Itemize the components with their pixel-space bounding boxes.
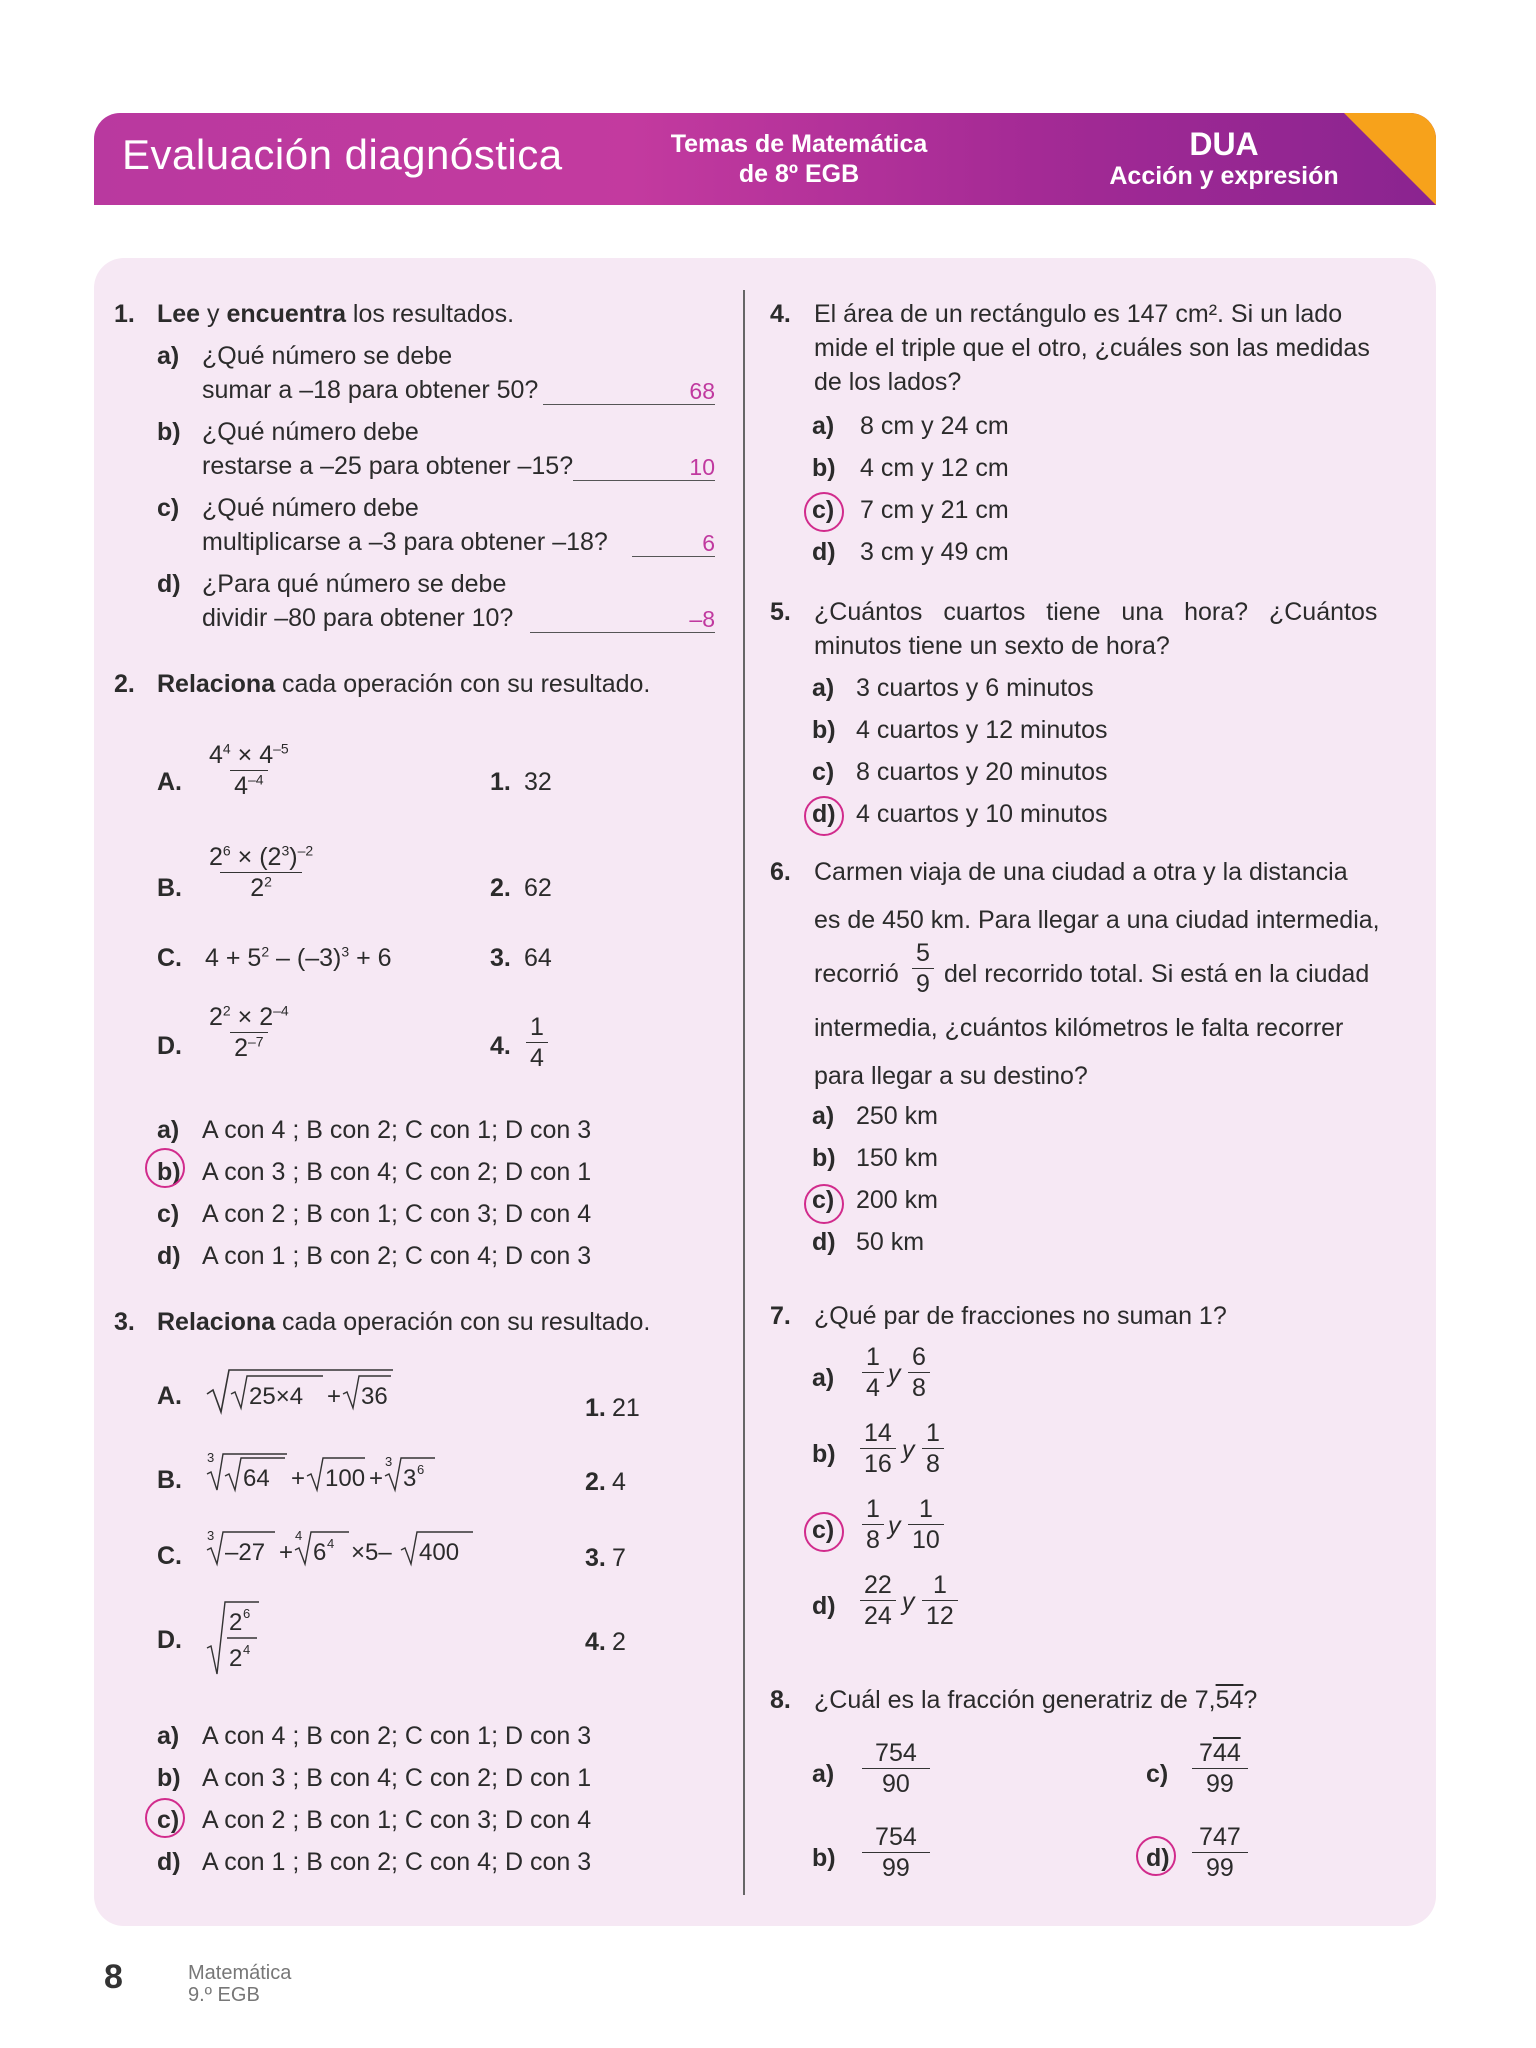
- q6-line3-end: del recorrido total. Si está en la ciudad: [944, 960, 1370, 988]
- q6-option-label[interactable]: c): [812, 1186, 835, 1214]
- q3-option-label[interactable]: b): [157, 1764, 181, 1792]
- q3-A-expression: [205, 1366, 395, 1416]
- svg-text:+: +: [291, 1465, 306, 1492]
- q3-D-label: D.: [157, 1626, 182, 1654]
- q7-fraction-1: $\frac{14}{16}$: [860, 1418, 896, 1479]
- q6-selected-circle: [804, 1184, 844, 1224]
- q2-r4-fraction: $\frac{1}{4}$: [526, 1012, 548, 1073]
- q6-option-text[interactable]: 150 km: [856, 1144, 938, 1172]
- page-number: 8: [104, 1958, 123, 1996]
- q7-fraction-1: $\frac{22}{24}$: [860, 1570, 896, 1631]
- q3-r1-value: 21: [612, 1394, 640, 1422]
- q7-fraction-1: $\frac{1}{4}$: [862, 1342, 884, 1403]
- q8-c-label: c): [1146, 1760, 1169, 1788]
- svg-text:+: +: [279, 1539, 294, 1566]
- q7-selected-circle: [804, 1512, 844, 1552]
- q8-b-fraction: $\frac{754}{99}$: [862, 1822, 930, 1883]
- q1-d-line1: ¿Para qué número se debe: [202, 570, 507, 598]
- q2-A-label: A.: [157, 768, 182, 796]
- q2-B-label: B.: [157, 874, 182, 902]
- q8-a-fraction: $\frac{754}{90}$: [862, 1738, 930, 1799]
- q3-C-expression: [205, 1522, 485, 1570]
- q8-a-label: a): [812, 1760, 835, 1788]
- q6-option-text[interactable]: 250 km: [856, 1102, 938, 1130]
- svg-text:+: +: [327, 1383, 342, 1410]
- svg-text:4: 4: [243, 1642, 251, 1657]
- q1-d-label: d): [157, 570, 181, 598]
- q7-option-label[interactable]: a): [812, 1364, 835, 1392]
- q5-option-text[interactable]: 3 cuartos y 6 minutos: [856, 674, 1094, 702]
- q5-option-label[interactable]: a): [812, 674, 835, 702]
- q6-fraction: $\frac{5}{9}$: [912, 938, 934, 999]
- q4-option-text[interactable]: 3 cm y 49 cm: [860, 538, 1009, 566]
- q3-number: 3.: [114, 1308, 135, 1336]
- q2-C-label: C.: [157, 944, 182, 972]
- svg-text:6: 6: [243, 1606, 251, 1621]
- q1-a-answer: 68: [543, 378, 715, 405]
- q5-option-text[interactable]: 4 cuartos y 12 minutos: [856, 716, 1108, 744]
- q1-b-line1: ¿Qué número debe: [202, 418, 419, 446]
- q3-option-text[interactable]: A con 2 ; B con 1; C con 3; D con 4: [202, 1806, 592, 1834]
- q7-number: 7.: [770, 1302, 791, 1330]
- q7-text: ¿Qué par de fracciones no suman 1?: [814, 1302, 1227, 1330]
- q6-option-text[interactable]: 50 km: [856, 1228, 925, 1256]
- q2-option-label[interactable]: d): [157, 1242, 181, 1270]
- q7-fraction-2: $\frac{1}{12}$: [922, 1570, 958, 1631]
- q8-d-fraction: $\frac{747}{99}$: [1192, 1822, 1248, 1883]
- q4-selected-circle: [804, 492, 844, 532]
- q1-a-line1: ¿Qué número se debe: [202, 342, 453, 370]
- q2-option-text[interactable]: A con 3 ; B con 4; C con 2; D con 1: [202, 1158, 592, 1186]
- page-title: Evaluación diagnóstica: [122, 131, 563, 178]
- svg-text:4: 4: [295, 1528, 303, 1543]
- q4-option-label[interactable]: c): [812, 496, 835, 524]
- q2-option-text[interactable]: A con 1 ; B con 2; C con 4; D con 3: [202, 1242, 592, 1270]
- q7-option-label[interactable]: d): [812, 1592, 836, 1620]
- q3-option-label[interactable]: c): [157, 1806, 180, 1834]
- q2-r1-value: 32: [524, 768, 552, 796]
- q4-option-label[interactable]: a): [812, 412, 835, 440]
- q1-prompt: Lee y encuentra los resultados.: [157, 300, 515, 328]
- q4-line2: mide el triple que el otro, ¿cuáles son las medidas: [814, 334, 1370, 362]
- q3-r4-label: 4.: [585, 1628, 606, 1656]
- q5-option-label[interactable]: b): [812, 716, 836, 744]
- footer-subject-name: Matemática: [188, 1962, 292, 1984]
- q5-selected-circle: [804, 796, 844, 836]
- svg-text:64: 64: [243, 1465, 270, 1492]
- q1-d-line2: dividir –80 para obtener 10?: [202, 604, 514, 632]
- q2-option-text[interactable]: A con 4 ; B con 2; C con 1; D con 3: [202, 1116, 592, 1144]
- q3-r2-value: 4: [612, 1468, 626, 1496]
- q2-A-expression: $\frac{4^4 \times 4^{-5}}{4^{-4}}$: [209, 740, 289, 800]
- q5-option-text[interactable]: 4 cuartos y 10 minutos: [856, 800, 1108, 828]
- q5-option-label[interactable]: d): [812, 800, 836, 828]
- q7-conjunction: y: [888, 1512, 901, 1540]
- svg-text:6: 6: [313, 1539, 327, 1566]
- q3-r4-value: 2: [612, 1628, 626, 1656]
- q6-line2: es de 450 km. Para llegar a una ciudad intermedia,: [814, 906, 1380, 934]
- q3-B-label: B.: [157, 1466, 182, 1494]
- q4-line3: de los lados?: [814, 368, 962, 396]
- q2-D-expression: $\frac{2^2 \times 2^{-4}}{2^{-7}}$: [209, 1002, 289, 1062]
- q7-fraction-2: $\frac{1}{8}$: [922, 1418, 944, 1479]
- q4-number: 4.: [770, 300, 791, 328]
- q7-option-label[interactable]: b): [812, 1440, 836, 1468]
- q3-prompt: Relaciona cada operación con su resultado.: [157, 1308, 651, 1336]
- q2-number: 2.: [114, 670, 135, 698]
- topics-line2: de 8º EGB: [738, 160, 860, 188]
- q2-r2-value: 62: [524, 874, 552, 902]
- q2-option-label[interactable]: c): [157, 1200, 180, 1228]
- q2-r2-label: 2.: [490, 874, 511, 902]
- svg-text:+: +: [369, 1465, 384, 1492]
- q2-B-expression: $\frac{2^6 \times (2^3)^{-2}}{2^2}$: [209, 842, 314, 902]
- header-banner: [94, 113, 1436, 205]
- q7-fraction-2: $\frac{6}{8}$: [908, 1342, 930, 1403]
- q3-A-label: A.: [157, 1382, 182, 1410]
- q2-r4-label: 4.: [490, 1032, 511, 1060]
- svg-text:36: 36: [361, 1383, 388, 1410]
- svg-text:100: 100: [325, 1465, 366, 1492]
- q3-r3-value: 7: [612, 1544, 626, 1572]
- column-divider: [743, 290, 745, 1895]
- dua-title: DUA: [1189, 126, 1259, 162]
- q6-line4: intermedia, ¿cuántos kilómetros le falta recorrer: [814, 1014, 1344, 1042]
- q6-number: 6.: [770, 858, 791, 886]
- q3-option-text[interactable]: A con 3 ; B con 4; C con 2; D con 1: [202, 1764, 592, 1792]
- q3-option-label[interactable]: d): [157, 1848, 181, 1876]
- topics-label: [654, 129, 944, 189]
- q7-option-label[interactable]: c): [812, 1516, 835, 1544]
- q1-c-answer: 6: [632, 530, 715, 557]
- q7-fraction-1: $\frac{1}{8}$: [862, 1494, 884, 1555]
- q5-line2: minutos tiene un sexto de hora?: [814, 632, 1170, 660]
- q6-line5: para llegar a su destino?: [814, 1062, 1088, 1090]
- svg-text:3: 3: [207, 1450, 215, 1465]
- q3-r2-label: 2.: [585, 1468, 606, 1496]
- q4-option-label[interactable]: b): [812, 454, 836, 482]
- q2-option-label[interactable]: a): [157, 1116, 180, 1144]
- q7-conjunction: y: [902, 1588, 915, 1616]
- q5-number: 5.: [770, 598, 791, 626]
- q3-option-text[interactable]: A con 1 ; B con 2; C con 4; D con 3: [202, 1848, 592, 1876]
- q5-line1: ¿Cuántos cuartos tiene una hora? ¿Cuántos: [814, 598, 1378, 626]
- svg-text:3: 3: [207, 1528, 215, 1543]
- q2-D-label: D.: [157, 1032, 182, 1060]
- svg-text:–27: –27: [225, 1539, 266, 1566]
- q7-fraction-2: $\frac{1}{10}$: [908, 1494, 944, 1555]
- svg-text:2: 2: [229, 1645, 243, 1672]
- q4-option-text[interactable]: 4 cm y 12 cm: [860, 454, 1009, 482]
- svg-text:400: 400: [419, 1539, 460, 1566]
- q3-D-expression: [205, 1598, 275, 1678]
- svg-text:×5–: ×5–: [351, 1539, 392, 1566]
- svg-text:4: 4: [327, 1536, 335, 1551]
- q6-option-label[interactable]: d): [812, 1228, 836, 1256]
- q2-r1-label: 1.: [490, 768, 511, 796]
- q4-option-text[interactable]: 7 cm y 21 cm: [860, 496, 1009, 524]
- q3-option-text[interactable]: A con 4 ; B con 2; C con 1; D con 3: [202, 1722, 592, 1750]
- q1-b-line2: restarse a –25 para obtener –15?: [202, 452, 574, 480]
- svg-text:3: 3: [385, 1454, 393, 1469]
- q8-selected-circle: [1136, 1836, 1176, 1876]
- q6-line3-start: recorrió: [814, 960, 899, 988]
- q3-selected-circle: [145, 1798, 185, 1838]
- q8-c-fraction: $\frac{744}{99}$: [1192, 1738, 1248, 1799]
- q6-option-label[interactable]: b): [812, 1144, 836, 1172]
- svg-text:25×4: 25×4: [249, 1383, 304, 1410]
- q7-conjunction: y: [902, 1436, 915, 1464]
- q3-r1-label: 1.: [585, 1394, 606, 1422]
- footer-subject: [188, 1962, 291, 2006]
- q2-C-expression: $4 + 5^2 - (-3)^3 + 6$: [205, 943, 392, 972]
- q1-a-label: a): [157, 342, 180, 370]
- q8-d-label: d): [1146, 1844, 1170, 1872]
- q3-B-expression: [205, 1448, 445, 1496]
- q1-b-label: b): [157, 418, 181, 446]
- q5-option-text[interactable]: 8 cuartos y 20 minutos: [856, 758, 1108, 786]
- dua-label: [1094, 127, 1354, 191]
- q6-option-text[interactable]: 200 km: [856, 1186, 938, 1214]
- q3-r3-label: 3.: [585, 1544, 606, 1572]
- q2-r3-label: 3.: [490, 944, 511, 972]
- svg-text:3: 3: [403, 1465, 417, 1492]
- q1-a-line2: sumar a –18 para obtener 50?: [202, 376, 539, 404]
- q2-r3-value: 64: [524, 944, 552, 972]
- q2-option-label[interactable]: b): [157, 1158, 181, 1186]
- q1-c-label: c): [157, 494, 180, 522]
- q6-option-label[interactable]: a): [812, 1102, 835, 1130]
- q2-prompt: Relaciona cada operación con su resultado.: [157, 670, 651, 698]
- q8-b-label: b): [812, 1844, 836, 1872]
- svg-text:6: 6: [417, 1462, 425, 1477]
- q7-conjunction: y: [888, 1360, 901, 1388]
- q1-d-answer: –8: [530, 606, 715, 633]
- q8-text: ¿Cuál es la fracción generatriz de 7,54?: [814, 1686, 1258, 1714]
- q6-line1: Carmen viaja de una ciudad a otra y la distancia: [814, 858, 1348, 886]
- q1-c-line2: multiplicarse a –3 para obtener –18?: [202, 528, 608, 556]
- q2-selected-circle: [145, 1148, 185, 1188]
- q4-option-label[interactable]: d): [812, 538, 836, 566]
- q4-line1: El área de un rectángulo es 147 cm². Si un lado: [814, 300, 1343, 328]
- footer-grade: 9.º EGB: [188, 1984, 260, 2006]
- q5-option-label[interactable]: c): [812, 758, 835, 786]
- q1-c-line1: ¿Qué número debe: [202, 494, 419, 522]
- q3-option-label[interactable]: a): [157, 1722, 180, 1750]
- q3-C-label: C.: [157, 1542, 182, 1570]
- q1-number: 1.: [114, 300, 135, 328]
- q8-number: 8.: [770, 1686, 791, 1714]
- dua-subtitle: Acción y expresión: [1109, 162, 1339, 190]
- topics-line1: Temas de Matemática: [670, 130, 928, 158]
- svg-text:2: 2: [229, 1609, 243, 1636]
- q1-b-answer: 10: [573, 454, 715, 481]
- q4-option-text[interactable]: 8 cm y 24 cm: [860, 412, 1009, 440]
- orange-corner-decoration: [1344, 113, 1436, 205]
- q2-option-text[interactable]: A con 2 ; B con 1; C con 3; D con 4: [202, 1200, 592, 1228]
